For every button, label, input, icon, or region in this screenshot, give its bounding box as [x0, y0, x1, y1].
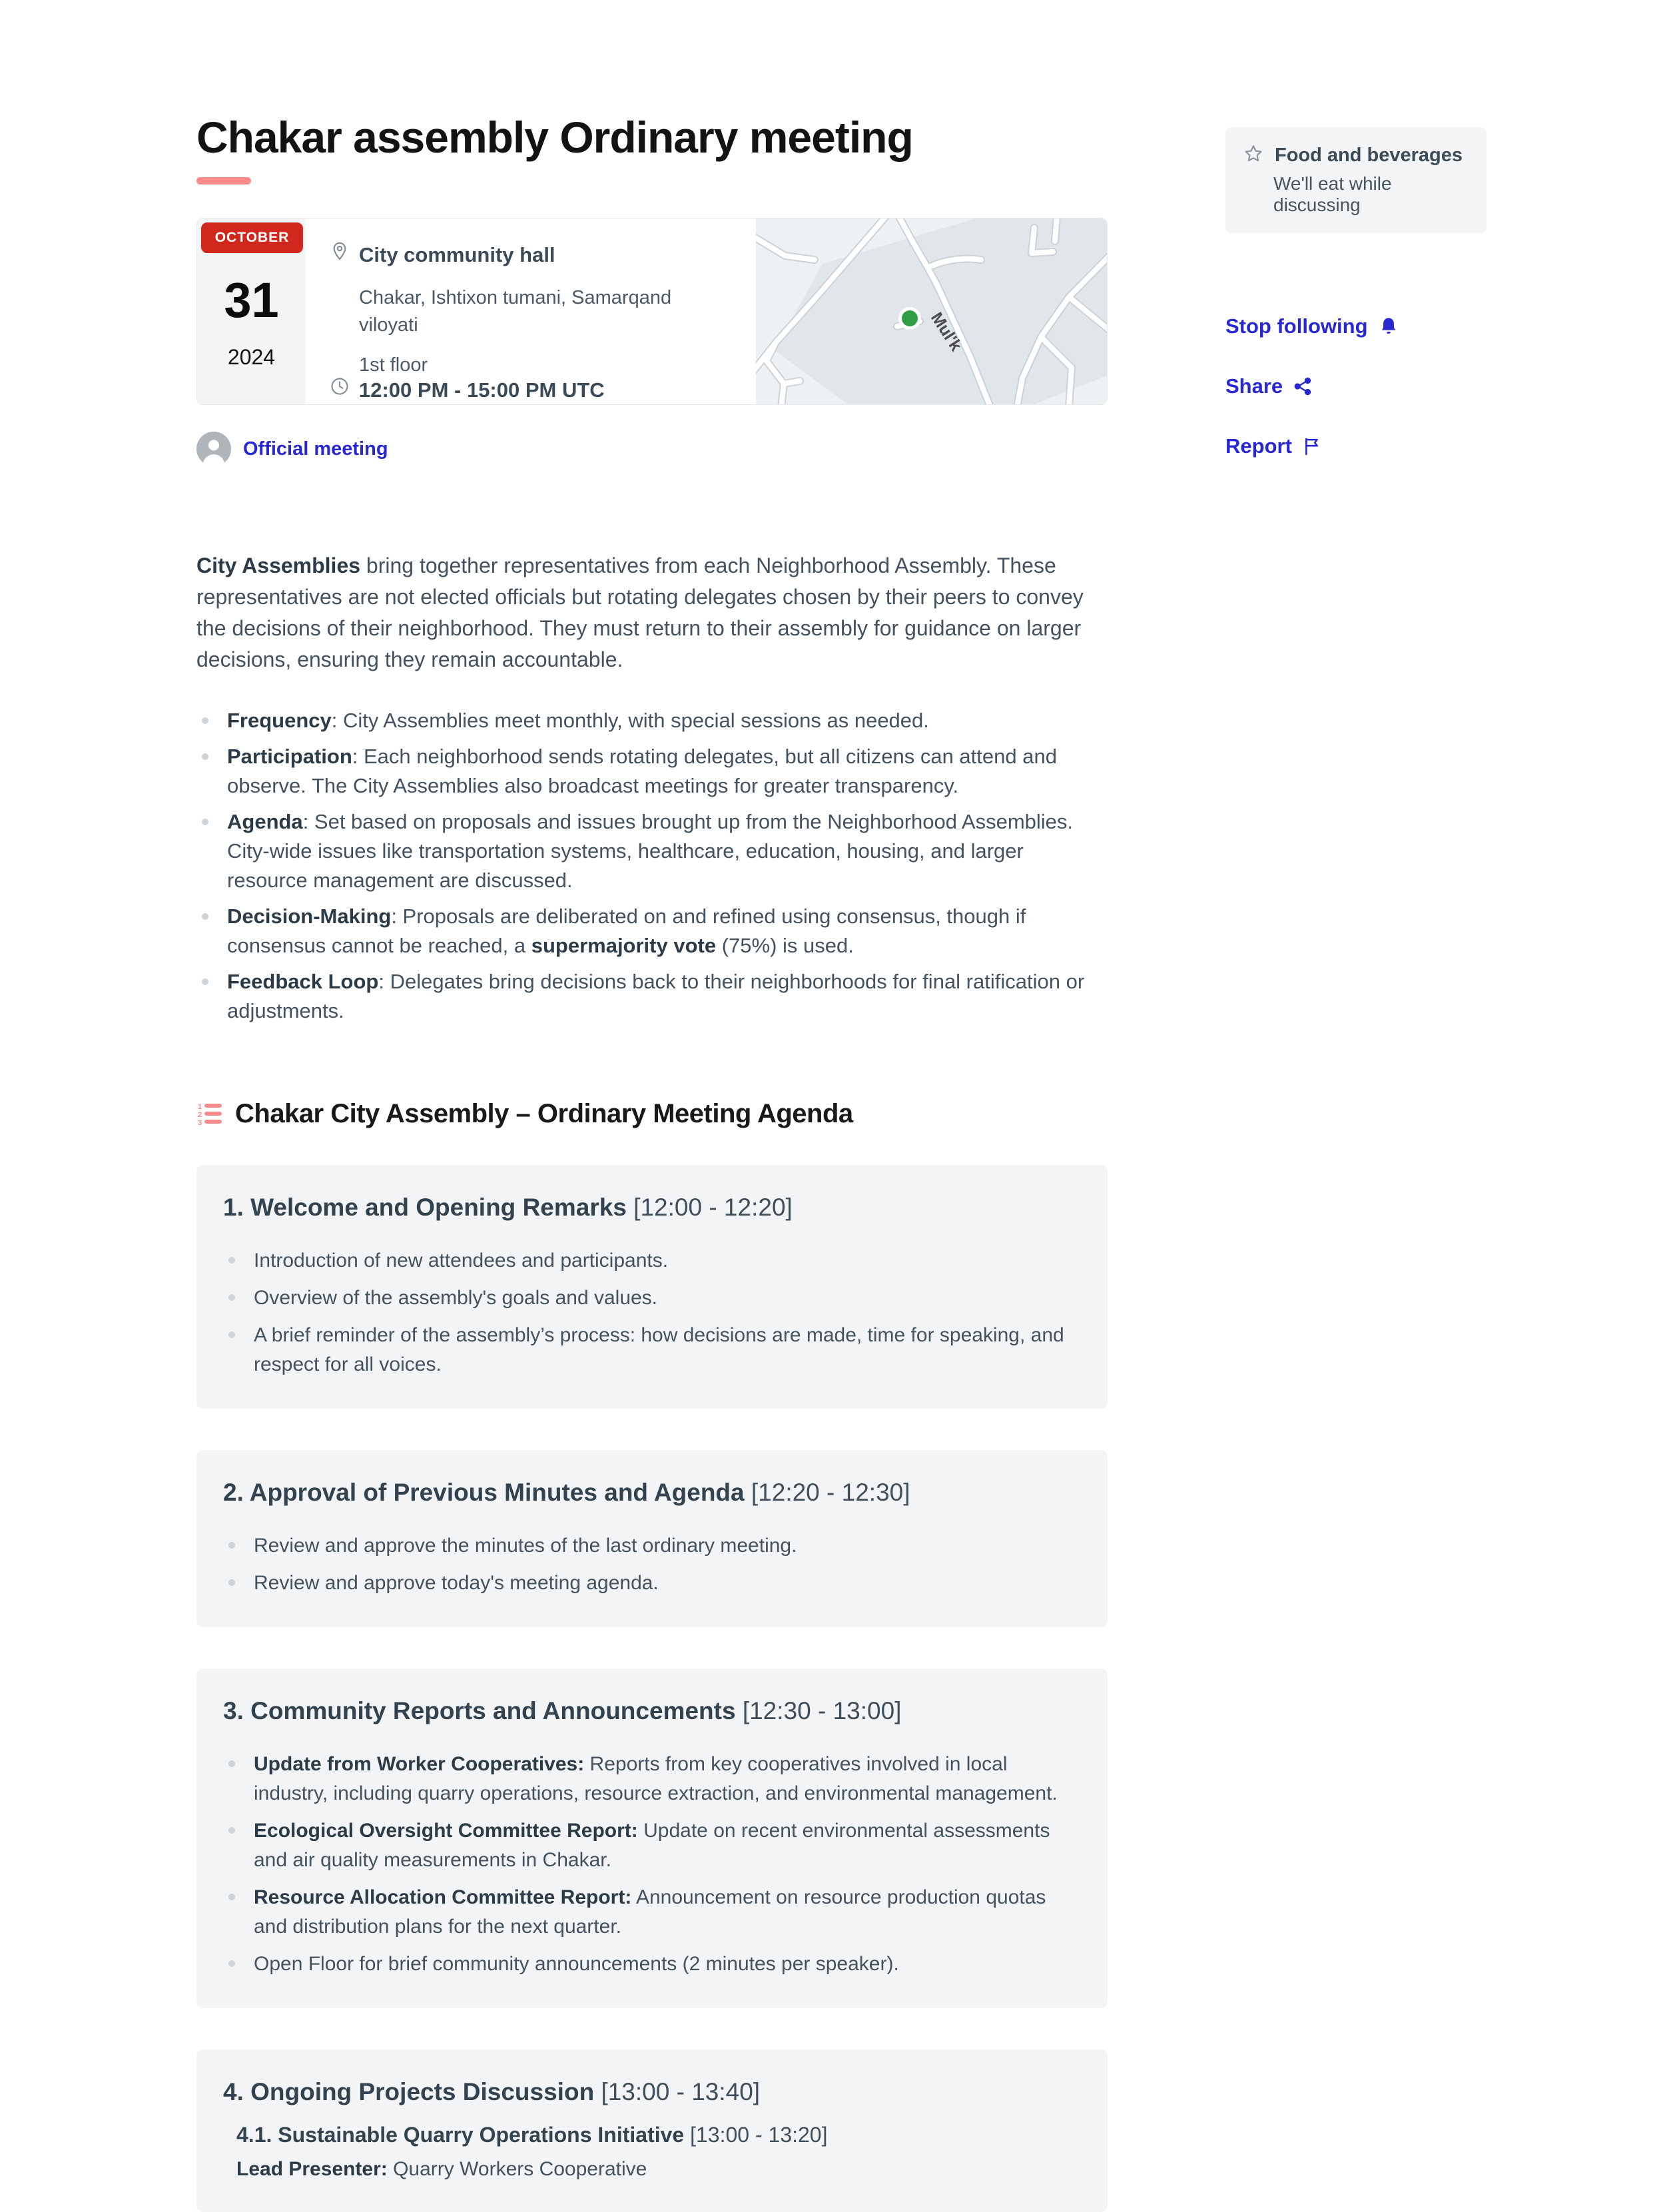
date-year: 2024	[227, 345, 276, 369]
map-marker	[902, 310, 918, 326]
section-title: 1. Welcome and Opening Remarks	[223, 1194, 627, 1221]
agenda-section-4	[196, 2049, 1108, 2212]
agenda-section-2	[196, 1450, 1108, 1627]
agenda-heading-row	[196, 1099, 1108, 1129]
map-canvas	[756, 218, 1107, 404]
organizer-avatar	[196, 432, 231, 466]
flag-icon	[1301, 436, 1323, 457]
section-title: 2. Approval of Previous Minutes and Agenda	[223, 1479, 745, 1506]
description-list	[196, 706, 1108, 1026]
date-day: 31	[224, 272, 279, 328]
star-icon	[1243, 143, 1264, 165]
list-item: Frequency: City Assemblies meet monthly, with special sessions as needed.	[196, 706, 1108, 735]
list-item: Overview of the assembly's goals and values.	[223, 1284, 1081, 1313]
svg-text:3: 3	[198, 1118, 202, 1127]
section-items	[223, 1246, 1081, 1379]
venue-row	[330, 241, 736, 267]
page-title: Chakar assembly Ordinary meeting	[196, 113, 913, 162]
event-sidebar	[1225, 127, 1487, 458]
agenda-heading: Chakar City Assembly – Ordinary Meeting Agenda	[235, 1099, 853, 1128]
section-title: 3. Community Reports and Announcements	[223, 1697, 736, 1724]
svg-text:1: 1	[198, 1102, 202, 1111]
venue-room: 1st floor	[359, 354, 428, 376]
list-item: Decision-Making: Proposals are deliberated on and refined using consensus, though if consensus cannot be reached, a supermajority vote (75%) is used.	[196, 902, 1108, 960]
stop-following-button[interactable]: Stop following	[1225, 314, 1487, 338]
list-item: Introduction of new attendees and participants.	[223, 1246, 1081, 1276]
venue-address: Chakar, Ishtixon tumani, Samarqand viloyati	[359, 287, 672, 336]
metadata-title: Food and beverages	[1275, 145, 1463, 166]
event-description-intro	[196, 550, 1108, 675]
metadata-box	[1225, 127, 1487, 233]
section-items	[223, 1531, 1081, 1598]
list-item: Update from Worker Cooperatives: Reports from key cooperatives involved in local industry, including quarry operations, resource extraction, and environmental management.	[223, 1750, 1081, 1808]
event-info	[306, 218, 756, 404]
numbered-list-icon	[196, 1101, 223, 1128]
share-nodes-icon	[1292, 376, 1313, 397]
list-item: Open Floor for brief community announcements (2 minutes per speaker).	[223, 1950, 1081, 1979]
list-item: Review and approve the minutes of the last ordinary meeting.	[223, 1531, 1081, 1561]
time-row	[330, 376, 736, 402]
date-card	[197, 218, 306, 404]
title-accent-bar	[196, 177, 251, 184]
list-item: Participation: Each neighborhood sends rotating delegates, but all citizens can attend and observe. The City Assemblies also broadcast meetings for greater transparency.	[196, 742, 1108, 801]
event-time: 12:00 PM - 15:00 PM UTC	[359, 378, 605, 402]
organizer-row	[196, 432, 1108, 466]
list-item: Agenda: Set based on proposals and issues brought up from the Neighborhood Assemblies. City-wide issues like transportation systems, healthcare, education, housing, and larger resource management are discussed.	[196, 807, 1108, 895]
bell-icon	[1377, 315, 1400, 338]
list-item: Ecological Oversight Committee Report: Update on recent environmental assessments and air quality measurements in Chakar.	[223, 1816, 1081, 1875]
section-time: [12:00 - 12:20]	[626, 1194, 793, 1221]
list-item: Resource Allocation Committee Report: Announcement on resource production quotas and distribution plans for the next quarter.	[223, 1883, 1081, 1942]
list-item: Review and approve today's meeting agenda.	[223, 1569, 1081, 1598]
list-item: A brief reminder of the assembly’s process: how decisions are made, time for speaking, and respect for all voices.	[223, 1321, 1081, 1379]
share-button[interactable]: Share	[1225, 374, 1487, 398]
venue-name: City community hall	[359, 243, 555, 266]
event-summary-card	[196, 218, 1108, 405]
venue-map[interactable]	[756, 218, 1107, 404]
agenda-section-3	[196, 1668, 1108, 2008]
intro-lead: City Assemblies	[196, 553, 361, 577]
section-items	[223, 1750, 1081, 1979]
map-street-label: Mul'k	[926, 309, 966, 355]
metadata-value: We'll eat while discussing	[1273, 173, 1392, 215]
clock-icon	[330, 376, 350, 396]
lead-presenter-row: Lead Presenter: Quarry Workers Cooperative	[236, 2158, 647, 2180]
subsection-title-row: 4.1. Sustainable Quarry Operations Initiative [13:00 - 13:20]	[236, 2123, 828, 2147]
report-button[interactable]: Report	[1225, 434, 1487, 458]
section-title: 4. Ongoing Projects Discussion	[223, 2078, 595, 2105]
intro-text: bring together representatives from each Neighborhood Assembly. These representatives are not elected officials but rotating delegates chosen by their peers to convey the decisions of their neighborhood. They must return to their assembly for guidance on larger decisions, ensuring they remain accountable.	[196, 553, 1084, 671]
section-time: [12:30 - 13:00]	[735, 1697, 902, 1724]
section-time: [12:20 - 12:30]	[744, 1479, 910, 1506]
organizer-link[interactable]: Official meeting	[243, 438, 388, 460]
date-month: OCTOBER	[201, 222, 303, 253]
svg-text:2: 2	[198, 1110, 202, 1119]
agenda-section-1	[196, 1165, 1108, 1409]
location-pin-icon	[330, 241, 350, 261]
list-item: Feedback Loop: Delegates bring decisions back to their neighborhoods for final ratification or adjustments.	[196, 967, 1108, 1026]
section-time: [13:00 - 13:40]	[594, 2078, 761, 2105]
event-page	[196, 112, 1108, 2212]
